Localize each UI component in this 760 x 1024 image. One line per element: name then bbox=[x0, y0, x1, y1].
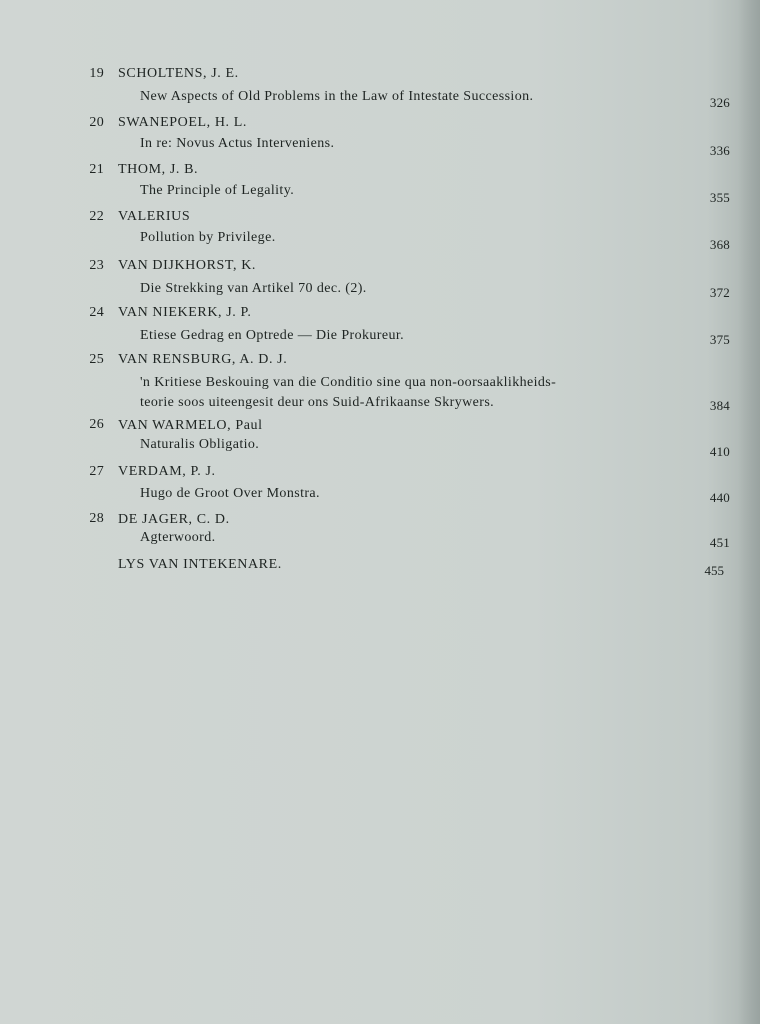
entry-author: VAN WARMELO, Paul bbox=[118, 418, 263, 433]
entry-author: VAN RENSBURG, A. D. J. bbox=[118, 352, 288, 367]
entry-number: 24 bbox=[89, 305, 104, 320]
entry-author: SWANEPOEL, H. L. bbox=[118, 115, 247, 130]
entry-page: 375 bbox=[709, 332, 730, 347]
entry-page: 336 bbox=[709, 143, 730, 158]
entry-page: 440 bbox=[709, 490, 730, 505]
entry-title: Hugo de Groot Over Monstra. bbox=[140, 486, 320, 501]
entry-page: 355 bbox=[709, 190, 730, 205]
entry-title: Die Strekking van Artikel 70 dec. (2). bbox=[140, 281, 367, 296]
entry-title: Agterwoord. bbox=[140, 530, 216, 545]
entry-title-line-2: teorie soos uiteengesit deur ons Suid-Afrikaanse Skrywers. bbox=[140, 395, 495, 410]
entry-author: THOM, J. B. bbox=[118, 162, 199, 177]
entry-number: 23 bbox=[89, 258, 104, 273]
entry-title: Naturalis Obligatio. bbox=[140, 437, 260, 452]
entry-page: 384 bbox=[709, 398, 730, 413]
entry-page: 410 bbox=[709, 444, 730, 459]
entry-title: In re: Novus Actus Interveniens. bbox=[140, 136, 335, 151]
entry-page: 368 bbox=[709, 237, 730, 252]
page-edge-shadow bbox=[738, 0, 760, 1024]
entry-number: 27 bbox=[89, 464, 104, 479]
entry-author: VAN NIEKERK, J. P. bbox=[118, 305, 252, 320]
entry-number: 22 bbox=[89, 209, 104, 224]
entry-title: The Principle of Legality. bbox=[140, 183, 295, 198]
entry-title-line-1: 'n Kritiese Beskouing van die Conditio sine qua non-oorsaaklikheids- bbox=[140, 375, 557, 390]
entry-page: 326 bbox=[709, 95, 730, 110]
entry-title: Pollution by Privilege. bbox=[140, 230, 276, 245]
subscribers-list-heading: LYS VAN INTEKENARE. bbox=[118, 557, 282, 572]
entry-number: 21 bbox=[89, 162, 104, 177]
entry-page: 451 bbox=[709, 535, 730, 550]
entry-author: VAN DIJKHORST, K. bbox=[118, 258, 257, 273]
entry-number: 19 bbox=[89, 66, 104, 81]
entry-number: 25 bbox=[89, 352, 104, 367]
entry-number: 20 bbox=[89, 115, 104, 130]
entry-author: DE JAGER, C. D. bbox=[118, 512, 230, 527]
entry-title: New Aspects of Old Problems in the Law of Intestate Succession. bbox=[140, 89, 534, 104]
entry-number: 28 bbox=[89, 511, 104, 526]
entry-number: 26 bbox=[89, 417, 104, 432]
entry-author: SCHOLTENS, J. E. bbox=[118, 66, 239, 81]
entry-author: VALERIUS bbox=[118, 209, 191, 224]
entry-page: 372 bbox=[709, 285, 730, 300]
subscribers-list-page: 455 bbox=[704, 563, 724, 578]
entry-author: VERDAM, P. J. bbox=[118, 464, 216, 479]
entry-title: Etiese Gedrag en Optrede — Die Prokureur. bbox=[140, 328, 405, 343]
